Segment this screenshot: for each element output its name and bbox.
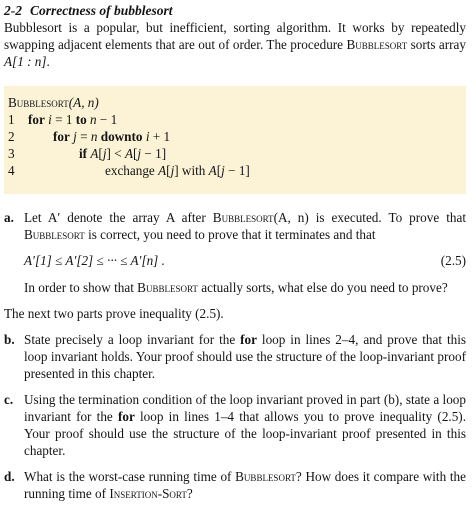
intro-array: A[1 : n] [4,54,47,69]
section-number: 2-2 [4,3,22,18]
part-c [4,391,466,459]
pseudocode-procedure-name: Bubblesort [8,95,69,110]
pseudocode-args: (A, n) [68,95,99,110]
intro-text-2: sorts array [407,37,466,52]
equation-2-5 [24,252,466,269]
intro-text-3: . [46,54,50,69]
line-number: 3 [8,146,15,161]
pseudocode-title [8,94,460,111]
part-d [4,468,466,502]
part-d-text: What is the worst-case running time of Bubblesort? How does it compare with the running time of Insertion-Sort? [24,469,466,501]
line-number: 2 [8,129,15,144]
section-title: Correctness of bubblesort [30,3,173,18]
code-text: for i = 1 to n − 1 [28,112,118,127]
part-c-label: c. [4,392,14,407]
intro-text-1: Bubblesort is a popular, but inefficient, sorting algorithm. It works by repeatedly swapping adjacent elements that are out of order. The procedure [4,20,466,52]
part-a-followup: In order to show that Bubblesort actually sorts, what else do you need to prove? [24,280,448,295]
code-text: exchange A[j] with A[j − 1] [105,163,250,178]
part-a [4,209,466,296]
part-b-label: b. [4,332,15,347]
part-a-text: Let A′ denote the array A after Bubblesort(A, n) is executed. To prove that Bubblesort is correct, you need to prove that it terminates and that [24,210,466,242]
part-a-label: a. [4,210,14,225]
equation-tag: (2.5) [440,253,466,268]
equation-body: A′[1] ≤ A′[2] ≤ ··· ≤ A′[n] . [24,253,165,268]
problem-page [4,2,466,511]
part-d-label: d. [4,469,15,484]
part-b-text: State precisely a loop invariant for the for loop in lines 2–4, and prove that this loop invariant holds. Your proof should use the structure of the loop-invariant proof presented in this chapter. [24,332,467,381]
line-number: 1 [8,112,15,127]
intro-paragraph [4,19,466,70]
pseudocode-box [4,86,466,194]
intro-procedure-name: Bubblesort [346,37,408,52]
section-heading [4,2,466,19]
code-text: if A[j] < A[j − 1] [79,146,167,161]
problem-parts [4,209,466,502]
part-c-text: Using the termination condition of the loop invariant proved in part (b), state a loop invariant for the for loop in lines 1–4 that allows you to prove inequality (2.5). Your proof should use the structure of the loop-invariant proof presented in this chapter. [24,392,466,458]
code-text: for j = n downto i + 1 [53,129,171,144]
part-b [4,331,466,382]
line-number: 4 [8,163,15,178]
transition-text: The next two parts prove inequality (2.5). [4,306,224,321]
